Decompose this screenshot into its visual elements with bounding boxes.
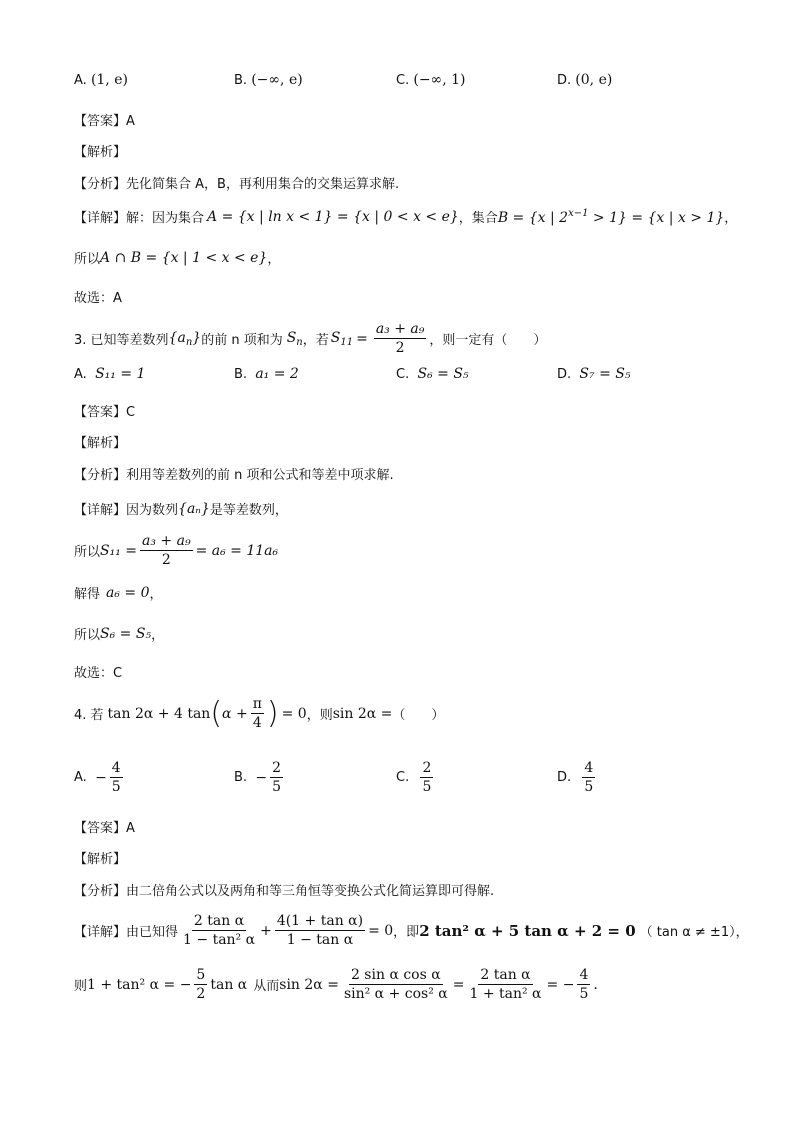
fraction-num: 2 tan α [478,967,532,985]
option-key: D. [557,770,572,786]
option-fraction [582,760,595,795]
q2-jiexi: 【解析】 [74,145,127,160]
then-mid: 从而 [253,979,280,995]
option-value: S₆ = S₅ [417,366,469,382]
detail-tag: 【详解】 [74,503,127,518]
fraction-num: 4 [110,760,123,778]
q3-stem [74,321,546,356]
option-key: A. [74,770,87,786]
option-value: (−∞, e) [251,72,303,88]
fraction-den: 4 [252,715,262,732]
plus-sign: + [260,922,272,939]
option-key: A. [74,366,87,382]
fraction-num: 4 [582,760,595,778]
q3-option-d [557,366,630,382]
q2-so [74,248,280,267]
option-value: (1, e) [90,72,128,88]
option-value: (−∞, 1) [413,72,466,88]
result-fraction [577,967,590,1002]
fraction-den: 2 [161,552,171,569]
q2-final: 故选：A [74,291,122,306]
fraction-num: 2 [420,760,433,778]
detail-a: 由已知得 [126,925,179,941]
fraction-den: 5 [272,779,281,796]
detail-mid: ，集合 [458,211,498,226]
q4-option-d [557,760,598,795]
stem-fraction [374,321,427,356]
then-prefix: 则 [74,979,88,995]
tan-fraction [467,967,543,1002]
detail-seq: {aₙ} [178,500,210,517]
q4-then [74,967,598,1002]
stem-expr3: sin 2α = [332,705,393,722]
option-fraction [420,760,433,795]
stem-a: 4. 若 [74,708,104,724]
option-value: a₁ = 2 [255,366,299,382]
option-key: B. [234,366,248,382]
detail-end: 是等差数列， [209,503,288,518]
q3-jiexi: 【解析】 [74,436,127,451]
option-key: C. [396,72,410,88]
option-key: D. [557,72,572,88]
stem-seq [169,330,202,348]
option-fraction [110,760,123,795]
option-sign: − [255,769,268,786]
set-b-rest: > 1} = {x | x > 1} [588,209,725,226]
sn-sub: n [296,336,303,348]
so1-prefix: 所以 [74,545,101,561]
s11-sub: 11 [340,336,354,348]
option-key: B. [234,72,248,88]
q4-fenxi [74,880,494,899]
fraction-2 [275,913,365,948]
set-b-exponent: x−1 [568,207,589,219]
sin-fraction [342,967,450,1002]
fraction-den: 2 [196,986,206,1003]
solve-end: ， [149,587,163,602]
stem-inner: α + [222,705,248,722]
fenxi-text: 利用等差数列的前 n 项和公式和等差中项求解. [126,468,394,483]
fraction-den: 1 − tan α [286,932,354,949]
fraction-num: a₃ + a₉ [140,533,193,551]
option-value: S₁₁ = 1 [95,366,146,382]
so1-lhs: S₁₁ = [100,542,138,559]
detail-tag: 【详解】 [74,925,127,941]
result-end: . [593,976,598,993]
fraction-den: 5 [111,779,121,796]
solve-expr: a₆ = 0 [106,584,150,601]
option-value: S₇ = S₅ [579,366,631,382]
q2-option-c [396,72,465,88]
bold-equation: 2 tan² α + 5 tan α + 2 = 0 [419,921,636,940]
so-end: ， [267,252,281,267]
detail-text: 因为数列 [126,503,179,518]
so1-rhs: = a₆ = 11a₆ [195,542,279,559]
right-paren: ) [266,695,279,731]
stem-s11 [331,330,353,348]
stem-a: 3. 已知等差数列 [74,333,169,349]
option-key: D. [557,366,572,382]
fenxi-tag: 【分析】 [74,177,127,192]
fraction-den: 1 − tan² α [183,932,256,949]
stem-b: ，则 [306,708,333,724]
intersection-expr: A ∩ B = {x | 1 < x < e} [100,249,268,266]
detail-end: ， [724,211,738,226]
seq-sub: n [185,336,193,348]
left-paren: ( [210,695,223,731]
q2-answer: 【答案】A [74,114,135,129]
option-key: A. [74,72,87,88]
fraction-den: 1 + tan² α [469,986,542,1003]
q4-option-a [74,760,126,795]
stem-c: （ ） [392,708,445,724]
fraction-num: 5 [194,967,207,985]
q2-option-a [74,72,128,88]
seq-open: {a [168,329,186,346]
pi-over-4 [251,696,264,731]
detail-b: ，即 [393,925,420,941]
fraction-den: 5 [584,779,594,796]
fenxi-tag: 【分析】 [74,468,127,483]
stem-sn [287,330,303,348]
stem-c: ，若 [302,333,329,349]
fenxi-text: 由二倍角公式以及两角和等三角恒等变换公式化简运算即可得解. [126,884,495,899]
option-fraction [270,760,283,795]
fraction-num: 2 tan α [192,913,246,931]
fraction-den: sin² α + cos² α [343,986,448,1003]
option-value: (0, e) [575,72,613,88]
q2-option-d [557,72,612,88]
so-prefix: 所以 [74,252,101,267]
fraction-num: 2 [270,760,283,778]
option-key: B. [234,770,248,786]
sn-s: S [286,329,297,346]
solve-prefix: 解得 [74,587,101,602]
detail-prefix: 解：因为集合 [126,211,205,226]
q2-detail [74,207,737,226]
fenxi-tag: 【分析】 [74,884,127,899]
fraction-num: 4(1 + tan α) [275,913,365,931]
then-sin: sin 2α = [279,976,339,993]
q3-so1 [74,533,278,568]
q4-option-c [396,760,436,795]
then-tan: tan α [210,976,248,993]
q3-so2 [74,624,164,643]
fraction-num: a₃ + a₉ [374,321,427,339]
five-halves [194,967,207,1002]
q3-option-a [74,366,145,382]
paren-note: （ tan α ≠ ±1）， [639,925,749,941]
stem-b: 的前 n 项和为 [201,333,283,349]
fraction-num: π [251,696,264,714]
so1-fraction [140,533,193,568]
option-key: C. [396,366,410,382]
so2-expr: S₆ = S₅ [100,625,152,642]
option-key: C. [396,770,410,786]
fraction-den: 5 [579,986,589,1003]
q3-answer: 【答案】C [74,405,136,420]
option-sign: − [95,769,107,786]
so2-end: ， [151,628,165,643]
set-a-expr: A = {x | ln x < 1} = {x | 0 < x < e} [207,208,459,225]
q3-fenxi [74,464,394,483]
q3-option-b [234,366,299,382]
then-lhs: 1 + tan² α = − [87,976,192,993]
stem-eq: = [356,330,368,347]
seq-close: } [192,329,202,346]
q4-answer: 【答案】A [74,821,135,836]
fraction-num: 4 [577,967,590,985]
q3-final: 故选：C [74,666,123,681]
equals-sign: = [452,976,465,993]
q3-detail [74,499,288,518]
q2-fenxi [74,173,399,192]
q4-detail [74,913,749,948]
eq-zero: = 0 [368,922,394,939]
q4-stem [74,696,444,731]
q2-option-b [234,72,303,88]
fraction-den: 2 [395,340,405,357]
fenxi-text: 先化简集合 A，B，再利用集合的交集运算求解. [126,177,400,192]
q4-jiexi: 【解析】 [74,852,127,867]
s11-s: S [330,329,341,346]
stem-expr1: tan 2α + 4 tan [107,705,211,722]
result-eq: = − [546,976,575,993]
q3-solve [74,583,163,602]
fraction-num: 2 sin α cos α [349,967,443,985]
q4-option-b [234,760,286,795]
fraction-1 [181,913,257,948]
fraction-den: 5 [422,779,432,796]
q3-option-c [396,366,469,382]
so2-prefix: 所以 [74,628,101,643]
set-b-start: B = {x | 2 [497,209,569,226]
detail-tag: 【详解】 [74,211,127,226]
set-b-expr [498,208,724,226]
stem-d: ，则一定有（ ） [429,333,547,349]
stem-expr2: = 0 [281,705,307,722]
